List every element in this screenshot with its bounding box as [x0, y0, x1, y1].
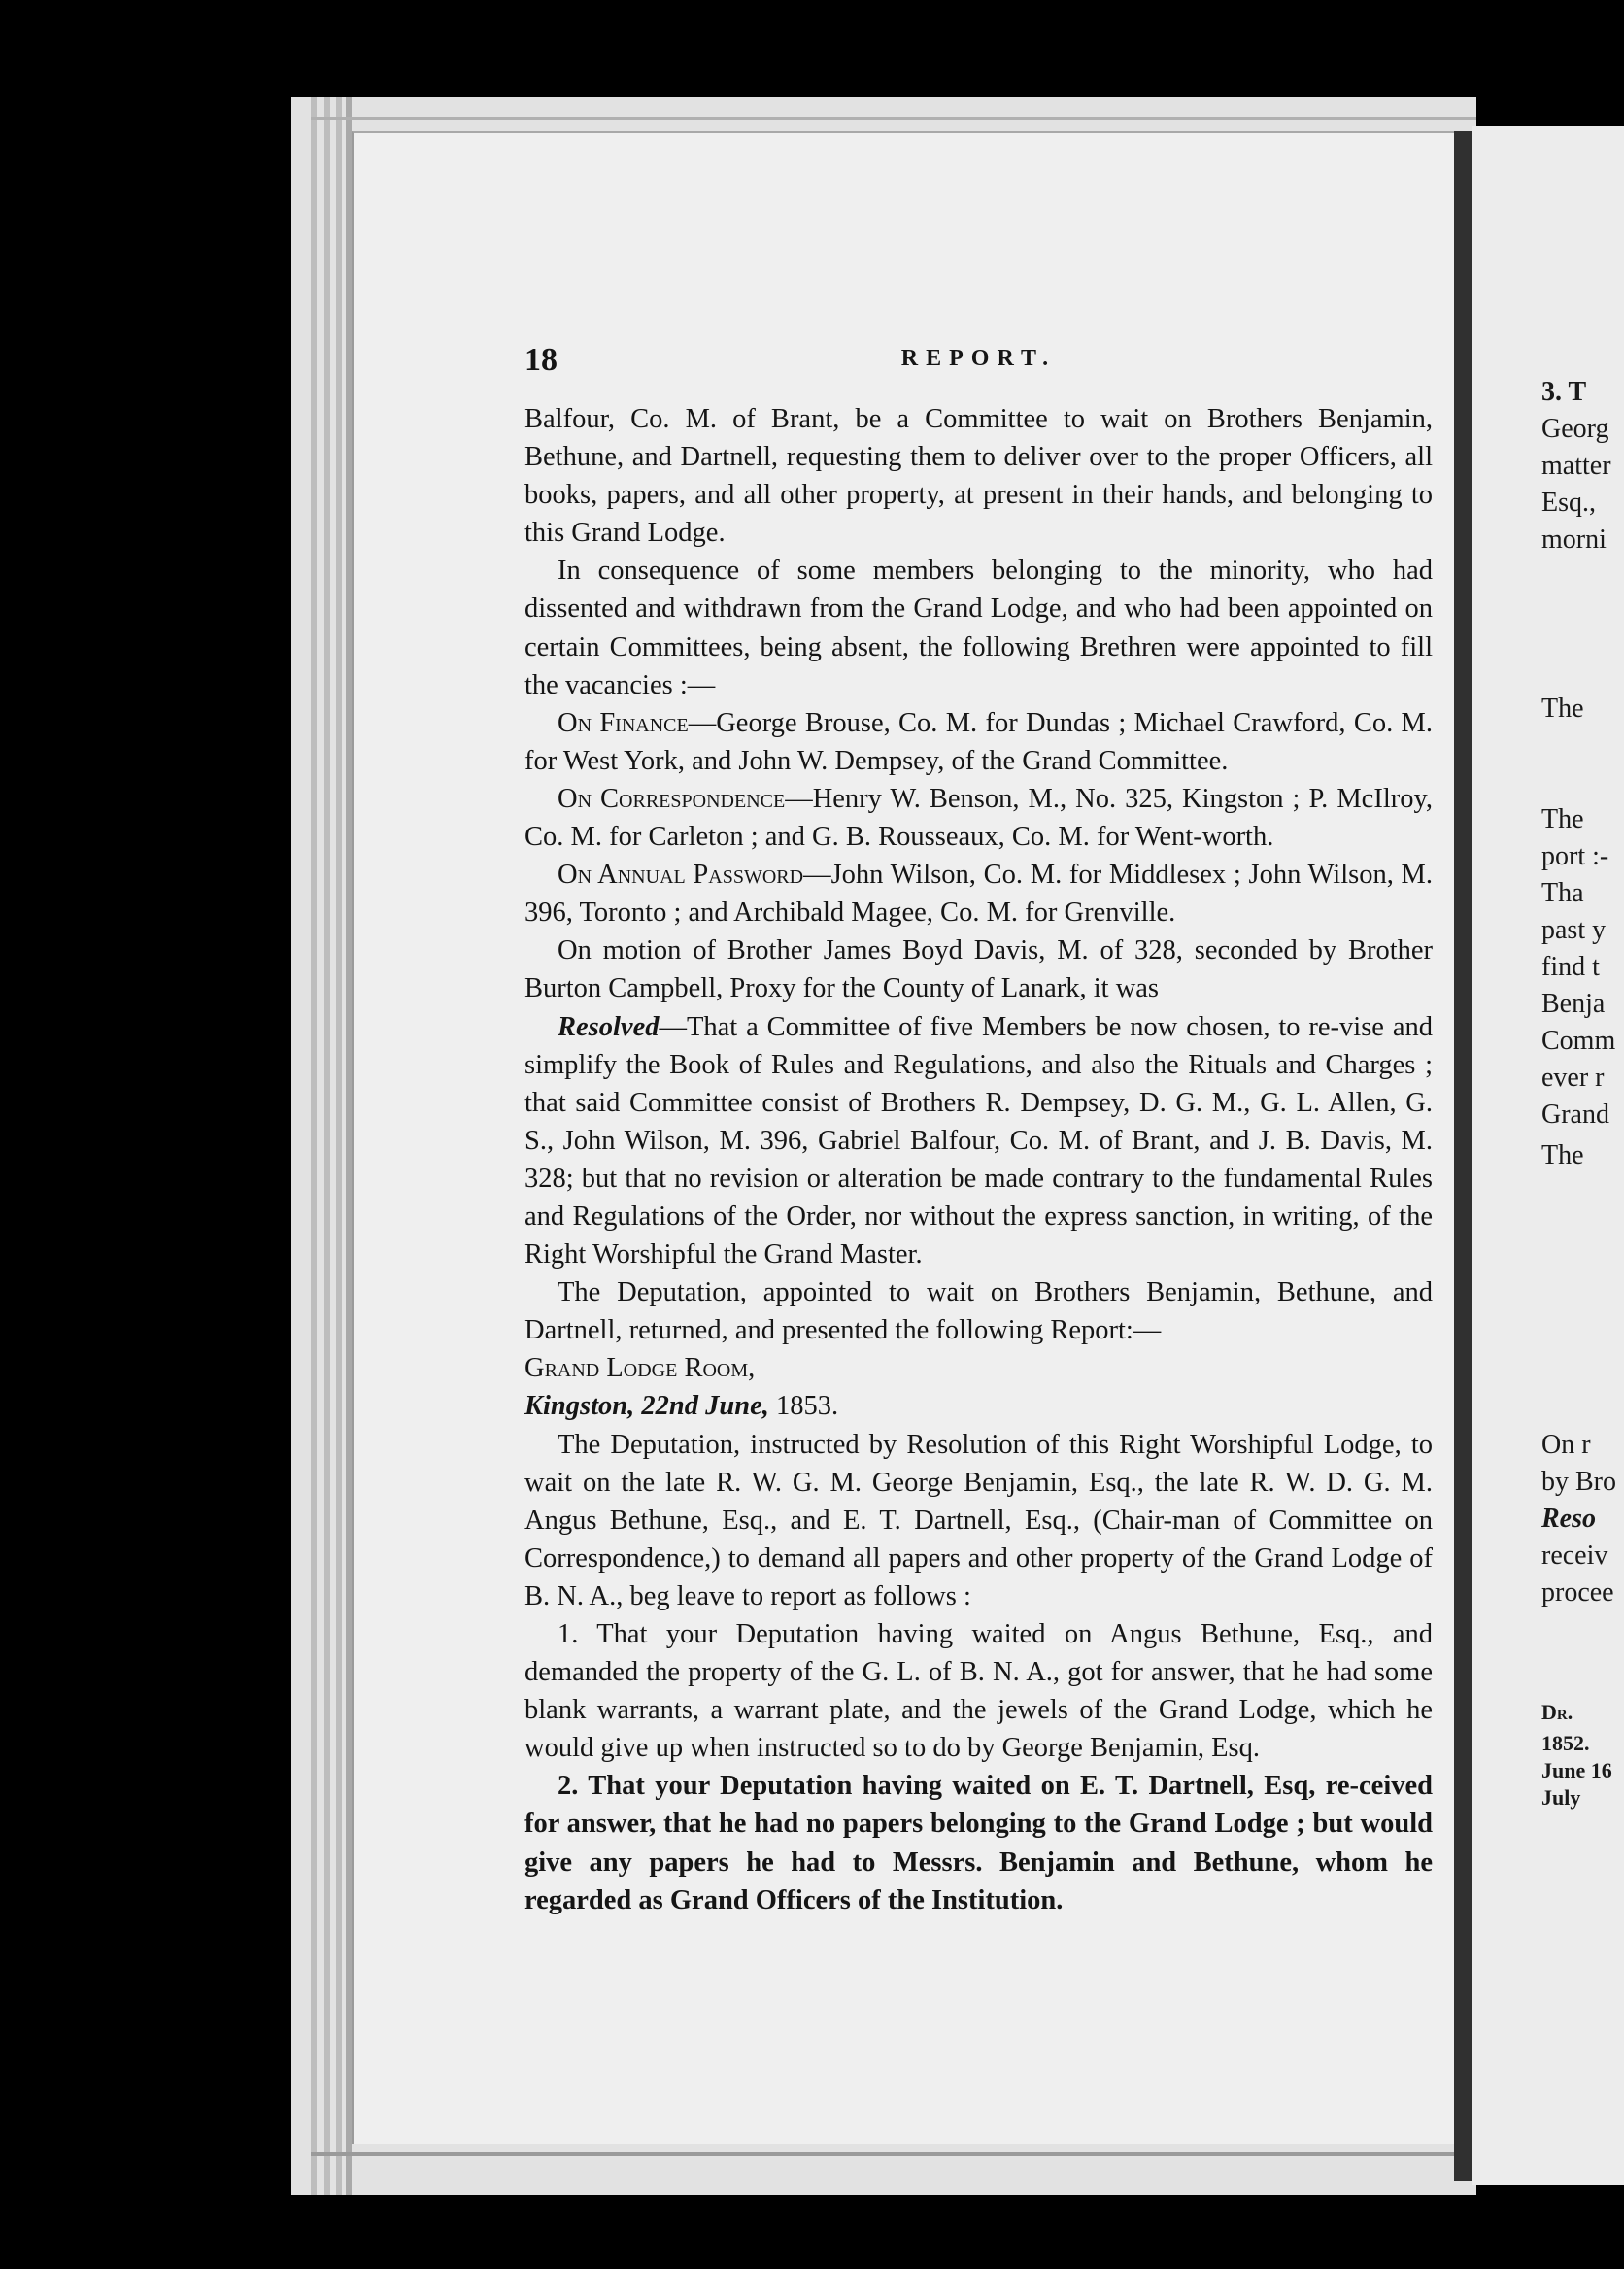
page-stack-bottom [311, 2152, 1476, 2156]
page-edge [324, 97, 330, 2195]
finance-label: On Finance [558, 707, 689, 738]
paragraph-password [524, 856, 1433, 931]
correspondence-text: —Henry W. Benson, M., No. 325, Kingston ; P. McIlroy, Co. M. for Carleton ; and G. B. Rousseaux, Co. M. for Went-worth. [524, 783, 1434, 853]
book-gutter [1454, 131, 1472, 2181]
paragraph-motion: On motion of Brother James Boyd Davis, M. of 328, seconded by Brother Burton Campbell, Proxy for the County of Lanark, it was [524, 935, 1433, 1004]
finance-text: —George Brouse, Co. M. for Dundas ; Michael Crawford, Co. M. for West York, and John W. Dempsey, of the Grand Committee. [524, 707, 1433, 776]
right-page-fragment: Tha [1541, 878, 1584, 908]
right-page-fragment: find t [1541, 952, 1600, 982]
paragraph-instructed: The Deputation, instructed by Resolution of this Right Worshipful Lodge, to wait on the late R. W. G. M. George Benjamin, Esq., the late R. W. D. G. M. Angus Bethune, Esq., and E. T. Dartnell, Esq., (Chair-man of Committee on Correspondence,) to demand all papers and other property of the Grand Lodge of B. N. A., beg leave to report as follows : [524, 1429, 1433, 1611]
resolved-label: Resolved [558, 1011, 660, 1042]
dateline-room: Grand Lodge Room, [524, 1353, 756, 1384]
dateline-year: 1853. [768, 1391, 839, 1422]
right-page-fragment: 3. T [1541, 377, 1587, 407]
resolved-text: —That a Committee of five Members be now chosen, to re-vise and simplify the Book of Rules and Regulations, and also the Rituals and Charges ; that said Committee consist of Brothers R. Dempsey, D. G. M., G. L. Allen, G. S., John Wilson, M. 396, Gabriel Balfour, Co. M. of Brant, and J. B. Davis, M. 328; but that no revision or alteration be made contrary to the fundamental Rules and Regulations of the Order, nor without the express sanction, in writing, of the Right Worshipful the Grand Master. [524, 1011, 1433, 1270]
page-edge [336, 97, 342, 2195]
page-number: 18 [524, 342, 558, 378]
paragraph-committee: Balfour, Co. M. of Brant, be a Committee to wait on Brothers Benjamin, Bethune, and Dartnell, requesting them to deliver over to the proper Officers, all books, papers, and all other property, at present in their hands, and belonging to this Grand Lodge. [524, 404, 1433, 549]
right-page-fragment: Benja [1541, 989, 1606, 1019]
page-stack-top [311, 117, 1476, 120]
right-page-fragment: Dr. [1541, 1700, 1573, 1724]
right-page-fragment: by Bro [1541, 1467, 1616, 1497]
running-head: REPORT. [900, 346, 1057, 371]
right-page-fragment: morni [1541, 525, 1607, 555]
right-page-partial [1472, 126, 1624, 2185]
correspondence-label: On Correspondence [558, 783, 786, 814]
dateline [524, 1349, 1433, 1425]
right-page-fragment: ever r [1541, 1063, 1605, 1093]
paragraph-resolved [524, 1008, 1433, 1274]
right-page-fragment: procee [1541, 1577, 1614, 1608]
page-edge [311, 97, 317, 2195]
password-label: On Annual Password [558, 860, 804, 891]
page-header [524, 342, 1433, 381]
paragraph-finance [524, 704, 1433, 780]
right-page-fragment: The [1541, 694, 1584, 724]
paragraph-deputation: The Deputation, appointed to wait on Brothers Benjamin, Bethune, and Dartnell, returned, and presented the following Report:— [524, 1277, 1433, 1346]
right-page-fragment: Georg [1541, 414, 1609, 444]
paragraph-item-2: 2. That your Deputation having waited on E. T. Dartnell, Esq, re-ceived for answer, that he had no papers belonging to the Grand Lodge ; but would give any papers he had to Messrs. Benjamin and Bethune, whom he regarded as Grand Officers of the Institution. [524, 1771, 1433, 1915]
password-text: —John Wilson, Co. M. for Middlesex ; John Wilson, M. 396, Toronto ; and Archibald Magee, Co. M. for Grenville. [524, 860, 1434, 929]
right-page-fragment: receiv [1541, 1541, 1608, 1571]
right-page-fragment: The [1541, 1140, 1584, 1170]
right-page-fragment: Reso [1541, 1504, 1596, 1534]
right-page-fragment: July [1541, 1785, 1581, 1810]
paragraph-vacancies: In consequence of some members belonging to the minority, who had dissented and withdrawn from the Grand Lodge, and who had been appointed on certain Committees, being absent, the following Brethren were appointed to fill the vacancies :— [524, 556, 1433, 700]
right-page-fragment: 1852. [1541, 1731, 1590, 1755]
right-page-fragment: The [1541, 804, 1584, 834]
paragraph-correspondence [524, 780, 1433, 856]
right-page-fragment: Comm [1541, 1026, 1616, 1056]
right-page-fragment: past y [1541, 915, 1607, 945]
right-page-fragment: port :- [1541, 841, 1609, 871]
right-page-fragment: June 16 [1541, 1758, 1612, 1782]
right-page-fragment: Esq., [1541, 488, 1596, 518]
right-page-fragment: matter [1541, 451, 1611, 481]
paragraph-item-1: 1. That your Deputation having waited on Angus Bethune, Esq., and demanded the property of the G. L. of B. N. A., got for answer, that he had some blank warrants, a warrant plate, and the jewels of the Grand Lodge, which he would give up when instructed so to do by George Benjamin, Esq. [524, 1619, 1433, 1764]
report-body [524, 400, 1433, 1919]
right-page-fragment: On r [1541, 1430, 1591, 1460]
dateline-place: Kingston, 22nd June, [524, 1391, 769, 1422]
right-page-fragment: Grand [1541, 1100, 1609, 1130]
